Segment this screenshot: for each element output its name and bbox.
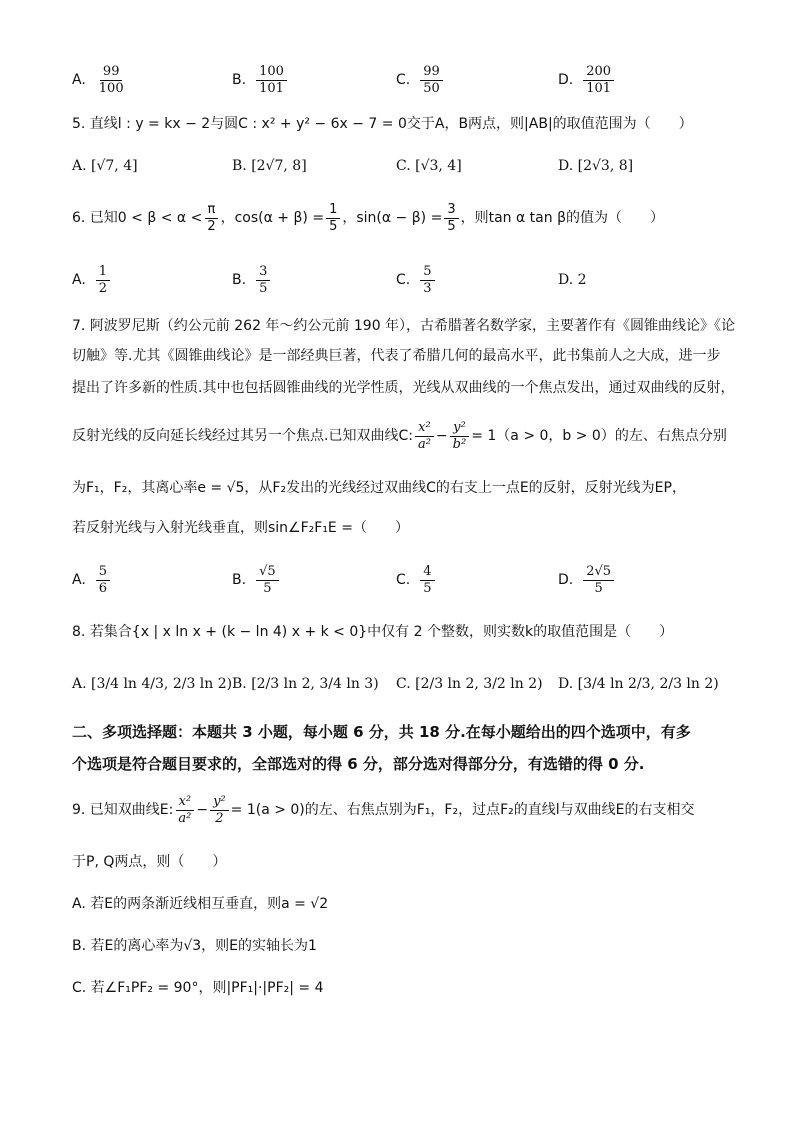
fraction: $\frac{99}{50}$ (420, 64, 443, 97)
q9-option-b: B. 若E的离心率为√3，则E的实轴长为1 (72, 938, 317, 954)
q9-option-a: A. 若E的两条渐近线相互垂直，则a = √2 (72, 896, 329, 912)
q4-option-b: B. $\frac{100}{101}$ (232, 58, 289, 102)
fraction: $\frac{3}{5}$ (256, 264, 270, 297)
q5-option-b: B. [2√7, 8] (232, 158, 307, 174)
fraction: $\frac{\text{y²}}{\text{b²}}$ (450, 420, 470, 453)
q5-option-d: D. [2√3, 8] (558, 158, 634, 174)
q7-line-6: 若反射光线与入射光线垂直，则sin∠F₂F₁E =（ ） (72, 520, 409, 536)
fraction: $\frac{\text{y²}}{2}$ (210, 794, 229, 827)
q8-option-b: B. [2/3 ln 2, 3/4 ln 3) (232, 676, 379, 692)
fraction: $\frac{\pi}{2}$ (204, 202, 218, 235)
q8-option-d: D. [3/4 ln 2/3, 2/3 ln 2) (558, 676, 719, 692)
q8-stem: 8. 若集合{x | x ln x + (k − ln 4) x + k < 0}中仅有 2 个整数，则实数k的取值范围是（ ） (72, 624, 674, 640)
q7-line-3: 提出了许多新的性质.其中也包括圆锥曲线的光学性质，光线从双曲线的一个焦点发出，通过双曲线的反射， (72, 380, 735, 396)
fraction: $\frac{√5}{5}$ (256, 564, 279, 597)
fraction: $\frac{\text{x²}}{\text{a²}}$ (175, 794, 194, 827)
q6-option-c: C. $\frac{5}{3}$ (396, 258, 437, 302)
fraction: $\frac{3}{5}$ (444, 202, 458, 235)
fraction: $\frac{1}{2}$ (96, 264, 110, 297)
q5-option-c: C. [√3, 4] (396, 158, 462, 174)
section2-line-2: 个选项是符合题目要求的，全部选对的得 6 分，部分选对得部分分，有选错的得 0 分. (72, 755, 645, 773)
fraction: $\frac{5}{6}$ (96, 564, 110, 597)
q7-option-d: D. $\frac{2√5}{5}$ (558, 558, 616, 602)
q9-line-2: 于P, Q两点，则（ ） (72, 854, 227, 870)
section2-line-1: 二、多项选择题：本题共 3 小题，每小题 6 分，共 18 分.在每小题给出的四个选项中，有多 (72, 723, 691, 741)
q7-line-2: 切触》等.尤其《圆锥曲线论》是一部经典巨著，代表了希腊几何的最高水平，此书集前人之大成，进一步 (72, 348, 721, 364)
q7-line-4: 反射光线的反向延长线经过其另一个焦点.已知双曲线C: $\frac{\text{x²}}{\text{a²}}$ − $\frac{\text{y²}}{\text{b²}}$ = 1（a > 0，b > 0）的左、右焦点分别 (72, 419, 727, 452)
fraction: $\frac{\text{x²}}{\text{a²}}$ (415, 420, 434, 453)
q5-option-a: A. [√7, 4] (72, 158, 138, 174)
q7-option-b: B. $\frac{√5}{5}$ (232, 558, 281, 602)
q6-stem: 6. 已知0 < β < α < $\frac{\pi}{2}$ ，cos(α + β) = $\frac{1}{5}$ ，sin(α − β) = $\frac{3}{5}$ ，则tan α tan β的值为（ ） (72, 201, 665, 234)
q4-option-d: D. $\frac{200}{101}$ (558, 58, 616, 102)
q4-option-a: A. $\frac{99}{100}$ (72, 58, 129, 102)
q7-option-c: C. $\frac{4}{5}$ (396, 558, 437, 602)
fraction: $\frac{100}{101}$ (256, 64, 287, 97)
q9-option-c: C. 若∠F₁PF₂ = 90°，则|PF₁|·|PF₂| = 4 (72, 980, 324, 996)
q9-line-1: 9. 已知双曲线E: $\frac{\text{x²}}{\text{a²}}$ − $\frac{\text{y²}}{2}$ = 1(a > 0)的左、右焦点别为F₁，F₂，过点F₂的直线l与双曲线E的右支相交 (72, 793, 695, 826)
fraction: $\frac{1}{5}$ (326, 202, 340, 235)
q6-option-a: A. $\frac{1}{2}$ (72, 258, 112, 302)
q6-option-b: B. $\frac{3}{5}$ (232, 258, 272, 302)
q7-option-a: A. $\frac{5}{6}$ (72, 558, 112, 602)
q7-line-5: 为F₁，F₂，其离心率e = √5，从F₂发出的光线经过双曲线C的右支上一点E的反射，反射光线为EP， (72, 480, 686, 496)
q8-option-a: A. [3/4 ln 4/3, 2/3 ln 2) (72, 676, 233, 692)
q6-option-d: D. 2 (558, 272, 587, 288)
q4-option-c: C. $\frac{99}{50}$ (396, 58, 445, 102)
fraction: $\frac{5}{3}$ (420, 264, 434, 297)
fraction: $\frac{200}{101}$ (583, 64, 614, 97)
fraction: $\frac{99}{100}$ (98, 63, 124, 96)
q7-line-1: 7. 阿波罗尼斯（约公元前 262 年～约公元前 190 年），古希腊著名数学家，主要著作有《圆锥曲线论》《论 (72, 318, 736, 334)
fraction: $\frac{2√5}{5}$ (583, 564, 614, 597)
q8-option-c: C. [2/3 ln 2, 3/2 ln 2) (396, 676, 543, 692)
q8-options (72, 662, 752, 706)
q7-options (72, 558, 752, 602)
q5-stem: 5. 直线l : y = kx − 2与圆C : x² + y² − 6x − 7 = 0交于A，B两点，则|AB|的取值范围为（ ） (72, 116, 693, 132)
fraction: $\frac{4}{5}$ (420, 564, 434, 597)
q6-options (72, 258, 752, 302)
q4-options (72, 58, 752, 102)
q5-options (72, 144, 752, 188)
